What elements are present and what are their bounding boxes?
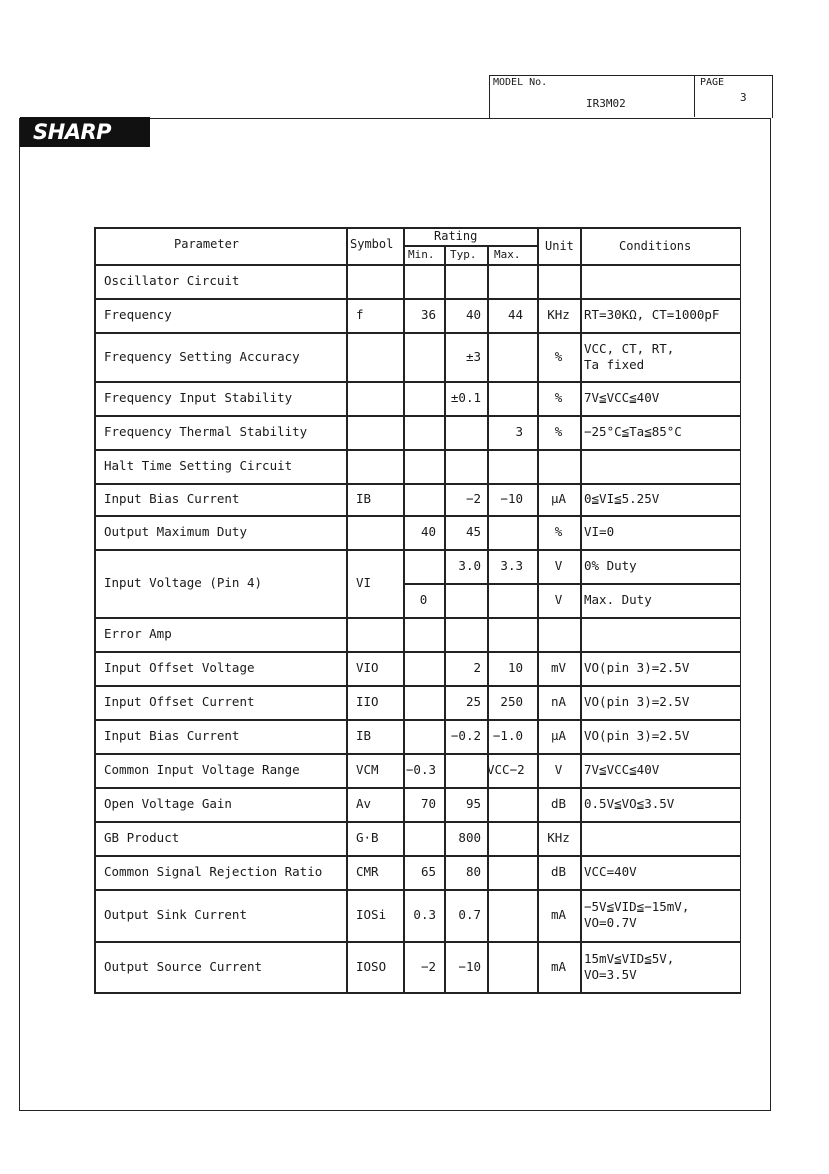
typ-value: 3.0 xyxy=(458,558,481,573)
symbol-cell: f xyxy=(356,307,364,322)
condition-cell: VCC, CT, RT, xyxy=(584,340,675,356)
table-column-rule xyxy=(580,227,582,992)
table-rule xyxy=(94,617,741,619)
unit-cell: dB xyxy=(550,864,567,879)
unit-cell: KHz xyxy=(547,830,570,845)
unit-cell: dB xyxy=(550,796,567,811)
header-min: Min. xyxy=(408,248,435,261)
table-rule xyxy=(94,227,741,229)
min-value: 36 xyxy=(420,307,436,322)
typ-value: 25 xyxy=(465,694,481,709)
symbol-cell: CMR xyxy=(356,864,379,879)
condition-cell: VO(pin 3)=2.5V xyxy=(584,728,690,743)
param-label: Frequency Setting Accuracy xyxy=(104,348,300,364)
table-column-rule xyxy=(487,245,489,992)
param-label: Output Source Current xyxy=(104,958,263,974)
typ-value: −0.2 xyxy=(450,728,481,743)
condition-cell: −5V≦VID≦−15mV, xyxy=(584,899,690,914)
param-label: Common Signal Rejection Ratio xyxy=(104,864,323,879)
symbol-cell: IOSO xyxy=(356,958,387,974)
unit-cell: V xyxy=(554,558,563,573)
min-value: 0 xyxy=(419,592,428,607)
table-rule xyxy=(94,941,741,943)
unit-cell: V xyxy=(554,762,563,777)
unit-cell: % xyxy=(554,524,563,539)
condition-cell: RT=30KΩ, CT=1000pF xyxy=(584,307,720,322)
table-rule xyxy=(94,332,741,334)
sharp-logo: SHARP xyxy=(20,117,150,147)
symbol-cell: VCM xyxy=(356,762,379,777)
table-rule xyxy=(94,992,741,994)
unit-cell: KHz xyxy=(547,307,570,322)
condition-cell-line2: VO=0.7V xyxy=(584,915,637,930)
header-divider xyxy=(694,76,695,117)
max-value: 250 xyxy=(500,694,523,709)
table-rule xyxy=(94,449,741,451)
condition-cell: 7V≦VCC≦40V xyxy=(584,762,660,777)
typ-value: ±3 xyxy=(465,348,481,364)
condition-cell-line2: Ta fixed xyxy=(584,356,645,372)
param-label: Input Voltage (Pin 4) xyxy=(104,575,263,590)
unit-cell: nA xyxy=(550,694,567,709)
symbol-cell: IIO xyxy=(356,694,379,709)
param-label: Oscillator Circuit xyxy=(104,273,240,288)
model-value: IR3M02 xyxy=(586,97,626,110)
condition-cell: 0% Duty xyxy=(584,558,637,573)
table-rule xyxy=(94,685,741,687)
subrow-rule xyxy=(403,583,741,585)
page-frame-top xyxy=(150,118,771,119)
symbol-cell: IOSi xyxy=(356,907,387,922)
min-value: 0.3 xyxy=(413,907,436,922)
min-value: 70 xyxy=(420,796,436,811)
param-label: Error Amp xyxy=(104,626,172,641)
condition-cell: 7V≦VCC≦40V xyxy=(584,390,660,405)
typ-value: 800 xyxy=(458,830,481,845)
param-label: Input Offset Voltage xyxy=(104,660,255,675)
param-label: Halt Time Setting Circuit xyxy=(104,458,293,473)
max-value: 3 xyxy=(515,424,523,439)
param-label: GB Product xyxy=(104,830,180,845)
min-value: 65 xyxy=(420,864,436,879)
table-rule xyxy=(94,381,741,383)
unit-cell: % xyxy=(554,348,563,364)
condition-cell: VI=0 xyxy=(584,524,615,539)
table-rule xyxy=(94,787,741,789)
symbol-cell: IB xyxy=(356,491,372,506)
unit-cell: μA xyxy=(550,728,567,743)
table-rule xyxy=(94,515,741,517)
unit-cell: mV xyxy=(550,660,567,675)
model-label: MODEL No. xyxy=(493,77,548,88)
table-rule xyxy=(94,889,741,891)
symbol-cell: G·B xyxy=(356,830,379,845)
param-label: Common Input Voltage Range xyxy=(104,762,300,777)
typ-value: −10 xyxy=(458,958,481,974)
unit-cell: % xyxy=(554,424,563,439)
unit-cell: mA xyxy=(550,907,567,922)
symbol-cell: IB xyxy=(356,728,372,743)
condition-cell: 15mV≦VID≦5V, xyxy=(584,950,675,966)
table-rule xyxy=(94,298,741,300)
max-value: 10 xyxy=(507,660,523,675)
typ-value: 0.7 xyxy=(458,907,481,922)
header-unit: Unit xyxy=(545,239,574,253)
symbol-cell: VI xyxy=(356,575,372,590)
unit-cell: mA xyxy=(550,958,567,974)
header-max: Max. xyxy=(494,248,521,261)
param-label: Input Offset Current xyxy=(104,694,255,709)
param-label: Input Bias Current xyxy=(104,728,240,743)
table-rule xyxy=(94,651,741,653)
max-value: −10 xyxy=(500,491,523,506)
param-label: Open Voltage Gain xyxy=(104,796,232,811)
unit-cell: V xyxy=(554,592,563,607)
header-conditions: Conditions xyxy=(619,239,692,253)
table-rule xyxy=(94,719,741,721)
table-column-rule xyxy=(740,227,742,992)
max-value: 44 xyxy=(507,307,523,322)
condition-cell: Max. Duty xyxy=(584,592,652,607)
spec-table xyxy=(94,227,741,992)
param-label: Frequency Input Stability xyxy=(104,390,293,405)
table-rule xyxy=(94,855,741,857)
param-label: Output Sink Current xyxy=(104,907,247,922)
param-label: Output Maximum Duty xyxy=(104,524,247,539)
unit-cell: μA xyxy=(550,491,567,506)
table-rule xyxy=(94,483,741,485)
unit-cell: % xyxy=(554,390,563,405)
header-rating: Rating xyxy=(434,229,478,243)
condition-cell: VCC=40V xyxy=(584,864,637,879)
table-rule xyxy=(94,821,741,823)
symbol-cell: VIO xyxy=(356,660,379,675)
min-value: −0.3 xyxy=(405,762,436,777)
condition-cell: 0≦VI≦5.25V xyxy=(584,491,660,506)
header-symbol: Symbol xyxy=(350,237,394,251)
table-rule xyxy=(94,264,741,266)
typ-value: ±0.1 xyxy=(450,390,481,405)
condition-cell: VO(pin 3)=2.5V xyxy=(584,660,690,675)
table-rule xyxy=(94,415,741,417)
symbol-cell: Av xyxy=(356,796,372,811)
rating-subrule xyxy=(403,245,537,247)
condition-cell-line2: VO=3.5V xyxy=(584,966,637,982)
table-column-rule xyxy=(94,227,96,992)
typ-value: 45 xyxy=(465,524,481,539)
model-page-box xyxy=(489,75,773,118)
typ-value: 2 xyxy=(473,660,481,675)
max-value: −1.0 xyxy=(492,728,523,743)
header-parameter: Parameter xyxy=(174,237,240,251)
typ-value: 80 xyxy=(465,864,481,879)
typ-value: −2 xyxy=(465,491,481,506)
condition-cell: VO(pin 3)=2.5V xyxy=(584,694,690,709)
table-rule xyxy=(94,549,741,551)
condition-cell: −25°C≦Ta≦85°C xyxy=(584,424,682,439)
table-column-rule xyxy=(346,227,348,992)
param-label: Frequency Thermal Stability xyxy=(104,424,308,439)
page-value: 3 xyxy=(740,91,747,104)
param-label: Input Bias Current xyxy=(104,491,240,506)
min-value: −2 xyxy=(420,958,436,974)
table-rule xyxy=(94,753,741,755)
max-value: VCC−2 xyxy=(487,762,525,777)
typ-value: 95 xyxy=(465,796,481,811)
condition-cell: 0.5V≦VO≦3.5V xyxy=(584,796,675,811)
header-typ: Typ. xyxy=(450,248,477,261)
page-label: PAGE xyxy=(700,77,725,88)
min-value: 40 xyxy=(420,524,436,539)
param-label: Frequency xyxy=(104,307,172,322)
max-value: 3.3 xyxy=(500,558,523,573)
typ-value: 40 xyxy=(465,307,481,322)
